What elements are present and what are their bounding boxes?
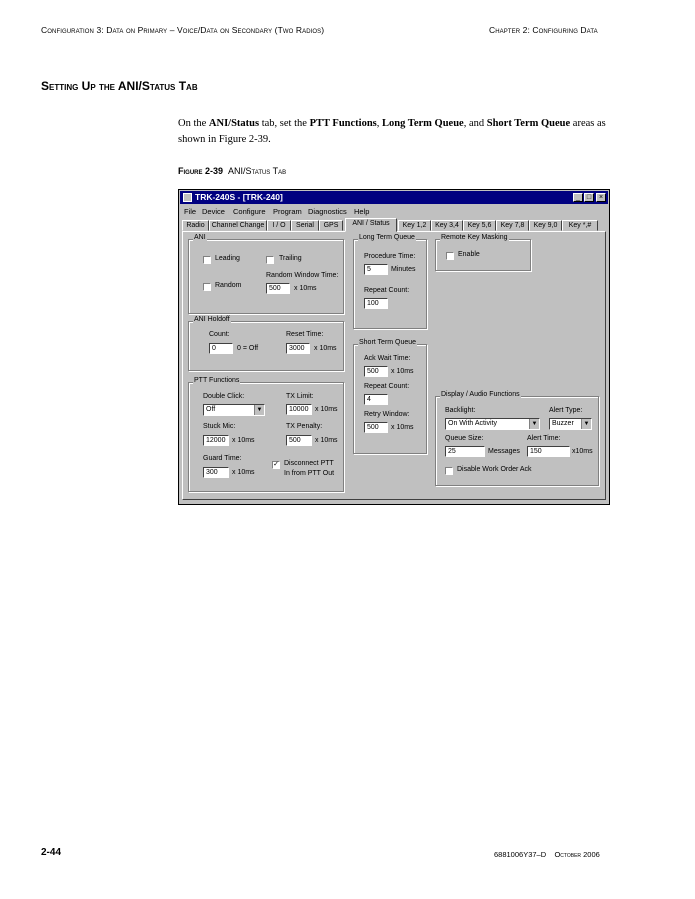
random-window-label: Random Window Time:	[266, 272, 339, 279]
short-term-queue-group	[353, 339, 427, 454]
ani-group	[188, 234, 344, 314]
section-title: Setting Up the ANI/Status Tab	[41, 79, 198, 93]
tx-limit-input[interactable]: 10000	[286, 404, 312, 415]
count-unit: 0 = Off	[237, 345, 259, 352]
alert-time-input[interactable]: 150	[527, 446, 570, 457]
enable-checkbox[interactable]	[446, 252, 454, 260]
menu-device[interactable]: Device	[202, 207, 225, 216]
retry-window-unit: x 10ms	[391, 424, 414, 431]
figure-number: Figure 2-39	[178, 166, 224, 176]
guard-time-unit: x 10ms	[232, 469, 255, 476]
intro-bold: Long Term Queue	[382, 118, 464, 129]
intro-text: tab, set the	[259, 118, 310, 129]
figure-title: ANI/Status Tab	[228, 166, 287, 176]
ptt-legend: PTT Functions	[194, 377, 240, 384]
alert-time-unit: x10ms	[572, 448, 593, 455]
tab-key-9-0[interactable]: Key 9,0	[529, 220, 562, 231]
window-title: TRK-240S - [TRK-240]	[195, 192, 283, 202]
ani-legend: ANI	[194, 234, 206, 241]
random-checkbox[interactable]	[203, 283, 211, 291]
random-window-input[interactable]: 500	[266, 283, 290, 294]
guard-time-label: Guard Time:	[203, 455, 242, 462]
reset-time-unit: x 10ms	[314, 345, 337, 352]
tx-limit-label: TX Limit:	[286, 393, 314, 400]
alert-type-value: Buzzer	[552, 420, 574, 427]
double-click-label: Double Click:	[203, 393, 245, 400]
count-label: Count:	[209, 331, 230, 338]
display-audio-legend: Display / Audio Functions	[441, 391, 520, 398]
display-audio-group	[435, 391, 599, 486]
trailing-label: Trailing	[279, 255, 302, 262]
intro-bold: Short Term Queue	[486, 118, 571, 129]
leading-label: Leading	[215, 255, 240, 262]
intro-text: , and	[463, 118, 487, 129]
disconnect-ptt-checkbox[interactable]: ✓	[273, 461, 279, 468]
title-bar[interactable]	[180, 191, 608, 204]
alert-type-select[interactable]	[549, 418, 592, 430]
double-click-select[interactable]	[203, 404, 265, 416]
app-window	[178, 189, 610, 505]
tx-penalty-unit: x 10ms	[315, 437, 338, 444]
double-click-value: Off	[206, 406, 216, 413]
tab-channel-change[interactable]: Channel Change	[209, 220, 267, 231]
ani-status-panel	[182, 231, 606, 500]
lt-repeat-count-input[interactable]: 100	[364, 298, 388, 309]
ptt-functions-group	[188, 377, 344, 492]
queue-size-unit: Messages	[488, 448, 520, 455]
page-number: 2-44	[41, 847, 62, 858]
enable-label: Enable	[458, 251, 480, 258]
random-label: Random	[215, 282, 242, 289]
long-term-queue-group	[353, 234, 427, 329]
queue-size-input[interactable]: 25	[445, 446, 485, 457]
procedure-time-input[interactable]: 5	[364, 264, 388, 275]
backlight-value: On With Activity	[448, 420, 498, 427]
tab-key-5-6[interactable]: Key 5,6	[463, 220, 496, 231]
menu-program[interactable]: Program	[273, 207, 302, 216]
menu-file[interactable]: File	[184, 207, 197, 216]
count-input[interactable]: 0	[209, 343, 233, 354]
running-header-right: Chapter 2: Configuring Data	[489, 25, 598, 35]
backlight-label: Backlight:	[445, 407, 476, 414]
ack-wait-input[interactable]: 500	[364, 366, 388, 377]
ani-holdoff-group	[188, 316, 344, 371]
alert-time-label: Alert Time:	[527, 435, 561, 442]
close-button[interactable]: ×	[596, 193, 606, 202]
disable-work-order-checkbox[interactable]	[445, 467, 453, 475]
tab-ani-status[interactable]: ANI / Status	[345, 218, 397, 232]
backlight-select[interactable]	[445, 418, 540, 430]
menu-configure[interactable]: Configure	[233, 207, 266, 216]
stuck-mic-input[interactable]: 12000	[203, 435, 229, 446]
maximize-button[interactable]: □	[584, 193, 594, 202]
tx-penalty-label: TX Penalty:	[286, 423, 323, 430]
trailing-checkbox[interactable]	[266, 256, 274, 264]
alert-type-label: Alert Type:	[549, 407, 583, 414]
tab-io[interactable]: I / O	[267, 220, 291, 231]
intro-text: areas as shown in Figure 2-39.	[178, 118, 606, 145]
intro-paragraph	[178, 116, 628, 148]
tab-gps[interactable]: GPS	[319, 220, 343, 231]
tab-key-star-hash[interactable]: Key *,#	[562, 220, 598, 231]
procedure-time-label: Procedure Time:	[364, 253, 416, 260]
chevron-down-icon[interactable]: ▼	[254, 405, 264, 415]
menu-help[interactable]: Help	[354, 207, 370, 216]
stuck-mic-label: Stuck Mic:	[203, 423, 236, 430]
menu-bar	[180, 206, 608, 217]
figure-caption	[178, 166, 286, 176]
guard-time-input[interactable]: 300	[203, 467, 229, 478]
intro-text: ,	[376, 118, 383, 129]
intro-bold: PTT Functions	[309, 118, 377, 129]
minimize-button[interactable]: _	[573, 193, 583, 202]
long-term-legend: Long Term Queue	[359, 234, 415, 241]
tab-radio[interactable]: Radio	[182, 220, 209, 231]
disconnect-ptt-label-2: In from PTT Out	[284, 470, 335, 477]
st-repeat-count-label: Repeat Count:	[364, 383, 410, 390]
short-term-legend: Short Term Queue	[359, 339, 417, 346]
reset-time-label: Reset Time:	[286, 331, 324, 338]
retry-window-label: Retry Window:	[364, 411, 410, 418]
ack-wait-unit: x 10ms	[391, 368, 414, 375]
tab-serial[interactable]: Serial	[291, 220, 319, 231]
chevron-down-icon[interactable]: ▼	[529, 419, 539, 429]
st-repeat-count-input[interactable]: 4	[364, 394, 388, 405]
tab-key-1-2[interactable]: Key 1,2	[398, 220, 431, 231]
intro-text: On the	[178, 118, 209, 129]
intro-bold: ANI/Status	[208, 118, 260, 129]
random-window-unit: x 10ms	[294, 285, 317, 292]
queue-size-label: Queue Size:	[445, 435, 484, 442]
disable-work-order-label: Disable Work Order Ack	[457, 466, 532, 473]
ani-holdoff-legend: ANI Holdoff	[194, 316, 230, 323]
disconnect-ptt-label-1: Disconnect PTT	[284, 460, 334, 467]
running-header-left: Configuration 3: Data on Primary – Voice/Data on Secondary (Two Radios)	[41, 25, 325, 35]
leading-checkbox[interactable]	[203, 256, 211, 264]
tab-key-3-4[interactable]: Key 3,4	[431, 220, 463, 231]
ack-wait-label: Ack Wait Time:	[364, 355, 411, 362]
lt-repeat-count-label: Repeat Count:	[364, 287, 410, 294]
remote-key-legend: Remote Key Masking	[441, 234, 508, 241]
retry-window-input[interactable]: 500	[364, 422, 388, 433]
tx-limit-unit: x 10ms	[315, 406, 338, 413]
chevron-down-icon[interactable]: ▼	[581, 419, 591, 429]
tab-key-7-8[interactable]: Key 7,8	[496, 220, 529, 231]
remote-key-masking-group	[435, 234, 531, 271]
stuck-mic-unit: x 10ms	[232, 437, 255, 444]
reset-time-input[interactable]: 3000	[286, 343, 310, 354]
procedure-time-unit: Minutes	[391, 266, 416, 273]
menu-diagnostics[interactable]: Diagnostics	[308, 207, 347, 216]
tab-strip	[182, 219, 608, 231]
document-id: 6881006Y37–D October 2006	[494, 850, 600, 859]
app-icon	[183, 193, 192, 202]
tx-penalty-input[interactable]: 500	[286, 435, 312, 446]
